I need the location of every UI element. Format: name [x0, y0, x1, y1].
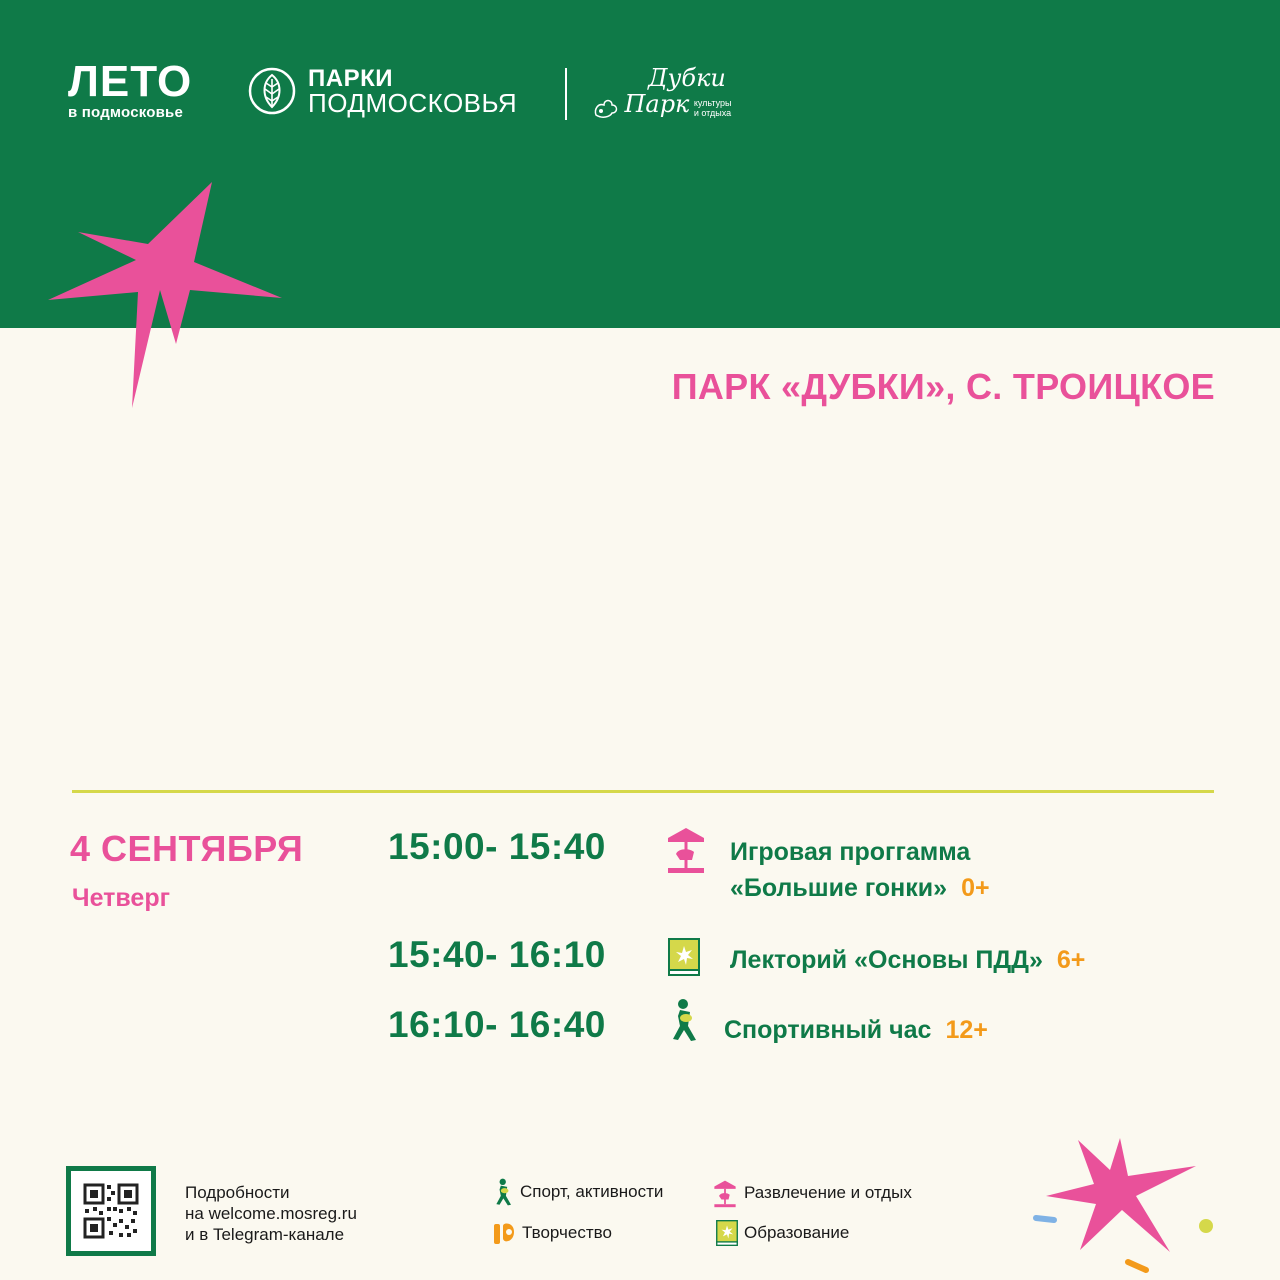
event-title-line1: Спортивный час — [724, 1016, 932, 1044]
age-badge: 0+ — [961, 874, 990, 902]
event-time: 15:40- 16:10 — [388, 934, 606, 975]
oak-leaf-icon — [592, 95, 620, 121]
info-line1: Подробности — [185, 1183, 290, 1202]
runner-icon — [670, 998, 700, 1042]
info-line3: и в Telegram-канале — [185, 1225, 345, 1244]
event-title — [730, 834, 990, 906]
carousel-icon — [664, 824, 708, 874]
legend-label: Творчество — [522, 1223, 612, 1242]
event-title-line1: Игровая проггамма — [730, 838, 971, 866]
logo-divider — [565, 68, 567, 120]
age-badge: 12+ — [945, 1016, 988, 1044]
palette-icon — [492, 1220, 516, 1246]
event-title-line1: Лекторий «Основы ПДД» — [730, 946, 1043, 974]
legend-item-education — [716, 1220, 849, 1246]
event-title-line2: «Большие гонки» — [730, 874, 948, 902]
book-icon — [668, 938, 700, 976]
logo-dubki-park — [592, 66, 732, 121]
logo-dubki-sub1: культуры — [693, 97, 732, 108]
event-time: 15:00- 15:40 — [388, 826, 606, 867]
confetti-decoration — [0, 0, 1280, 328]
event-weekday: Четверг — [72, 884, 171, 912]
carousel-icon — [712, 1178, 738, 1208]
event-title — [724, 1012, 988, 1048]
qr-code[interactable] — [66, 1166, 156, 1256]
header-banner — [0, 0, 1280, 328]
logo-dubki-name: Дубки — [648, 64, 726, 92]
park-title: ПАРК «ДУБКИ», С. ТРОИЦКОЕ — [671, 366, 1215, 407]
legend-item-sport — [494, 1178, 663, 1206]
logo-dubki-park-word: Парк — [624, 90, 690, 118]
legend-label: Образование — [744, 1223, 850, 1242]
runner-icon — [494, 1178, 514, 1206]
logo-parki-line2: ПОДМОСКОВЬЯ — [308, 88, 518, 118]
logo-leto-title: ЛЕТО — [68, 57, 193, 106]
legend-label: Развлечение и отдых — [744, 1183, 912, 1202]
info-text — [185, 1182, 357, 1245]
event-date: 4 СЕНТЯБРЯ — [70, 828, 304, 869]
legend-item-entertainment — [712, 1178, 912, 1208]
divider-line — [72, 790, 1214, 793]
event-time: 16:10- 16:40 — [388, 1004, 606, 1045]
logo-parki-podmoskovya — [248, 66, 517, 116]
logo-leto-subtitle: в подмосковье — [68, 104, 183, 121]
legend-item-creativity — [492, 1220, 612, 1246]
age-badge: 6+ — [1056, 946, 1086, 974]
info-line2: на welcome.mosreg.ru — [185, 1204, 357, 1223]
logo-parki-line1: ПАРКИ — [308, 65, 393, 92]
book-icon — [716, 1220, 738, 1246]
logo-leto — [68, 57, 193, 121]
legend-label: Спорт, активности — [520, 1182, 664, 1201]
leaf-icon — [248, 67, 296, 115]
logo-dubki-sub2: и отдыха — [693, 107, 732, 118]
event-title — [730, 942, 1085, 978]
qr-code-image — [71, 1171, 151, 1251]
